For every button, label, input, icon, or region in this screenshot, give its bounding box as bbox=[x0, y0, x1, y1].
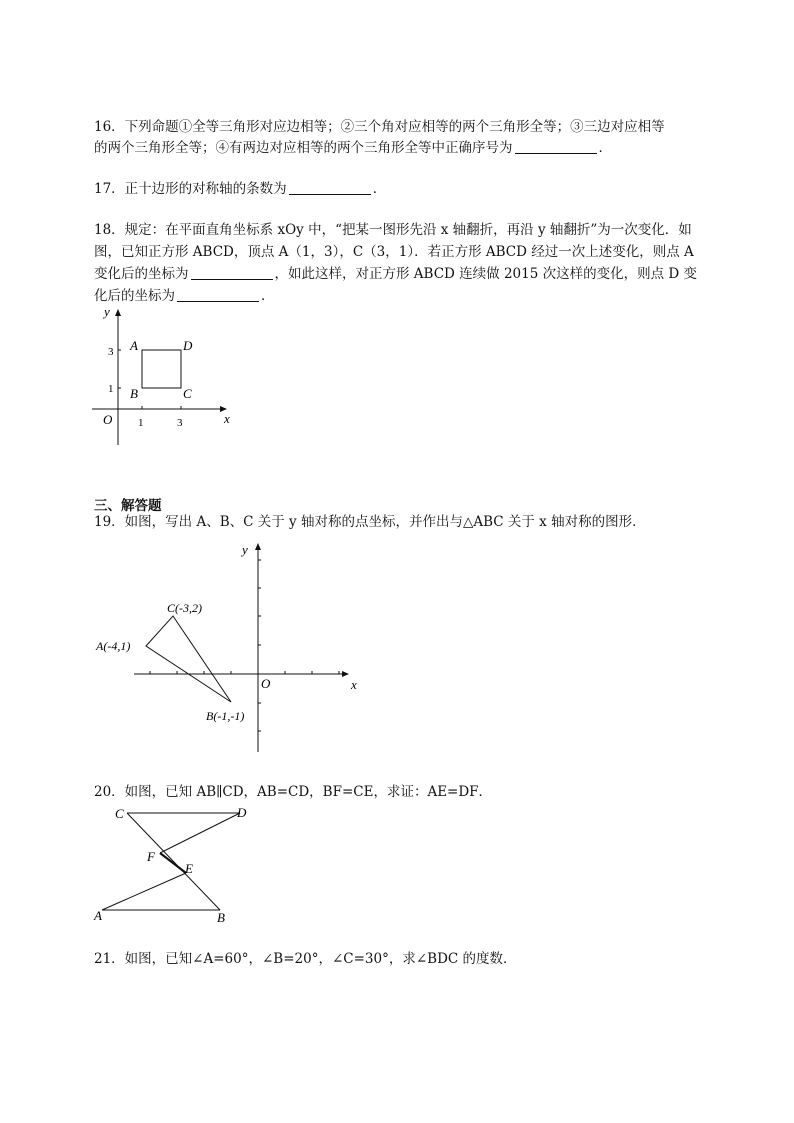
q16-line1: 16．下列命题①全等三角形对应边相等；②三个角对应相等的两个三角形全等；③三边对应相等 bbox=[94, 119, 665, 135]
q18-line1: 18．规定：在平面直角坐标系 xOy 中，“把某一图形先沿 x 轴翻折，再沿 y 轴翻折”为一次变化．如 bbox=[94, 222, 692, 238]
q16-period: ． bbox=[598, 140, 612, 156]
fig18-coordinate-figure bbox=[90, 300, 240, 450]
q18-line2: 图，已知正方形 ABCD，顶点 A（1，3），C（3，1）．若正方形 ABCD 经过一次上述变化，则点 A bbox=[94, 244, 694, 260]
q16-line2-text: 的两个三角形全等；④有两边对应相等的两个三角形全等中正确序号为 bbox=[94, 140, 513, 156]
fig20-segment-ae bbox=[102, 873, 186, 910]
q17-line bbox=[94, 180, 386, 198]
section-heading: 三、解答题 bbox=[94, 498, 162, 514]
q17-period: ． bbox=[372, 181, 387, 197]
q18-line4-text: 化后的坐标为 bbox=[94, 288, 175, 304]
fig20-point-b: B bbox=[217, 910, 225, 925]
q18-line3-text: 变化后的坐标为 bbox=[94, 266, 189, 282]
fig19-x-label: x bbox=[351, 677, 357, 692]
fig19-origin-label: O bbox=[261, 676, 271, 691]
fig19-triangle-abc bbox=[146, 616, 231, 702]
fig18-x-label: x bbox=[224, 411, 230, 426]
q18-answer-blank-1[interactable] bbox=[191, 266, 273, 280]
q20-text: 20．如图，已知 AB∥CD，AB=CD，BF=CE，求证：AE=DF． bbox=[94, 784, 493, 800]
fig18-xtick-3: 3 bbox=[177, 417, 183, 429]
q16-answer-blank[interactable] bbox=[515, 140, 597, 154]
q17-text: 17．正十边形的对称轴的条数为 bbox=[94, 181, 287, 197]
q18-period: ． bbox=[261, 288, 275, 304]
fig19-label-a: A(-4,1) bbox=[96, 639, 131, 653]
fig18-square-abcd bbox=[142, 350, 181, 388]
fig18-point-d: D bbox=[183, 338, 193, 353]
q19-text: 19．如图，写出 A、B、C 关于 y 轴对称的点坐标，并作出与△ABC 关于 x 轴对称的图形． bbox=[94, 514, 646, 530]
fig18-point-c: C bbox=[183, 386, 192, 401]
fig20-geometry-figure bbox=[90, 800, 260, 925]
fig20-segment-cb bbox=[127, 813, 220, 910]
fig18-xtick-1: 1 bbox=[138, 417, 144, 429]
q16-line2 bbox=[94, 139, 612, 157]
fig20-segment-df bbox=[160, 813, 240, 853]
fig20-point-f: F bbox=[147, 849, 155, 864]
q21-text: 21．如图，已知∠A=60°，∠B=20°，∠C=30°，求∠BDC 的度数． bbox=[94, 951, 517, 967]
fig19-label-c: C(-3,2) bbox=[167, 601, 202, 615]
fig20-point-d: D bbox=[237, 805, 247, 820]
q17-answer-blank[interactable] bbox=[289, 181, 371, 195]
fig19-coordinate-figure bbox=[92, 540, 372, 755]
fig19-y-label: y bbox=[242, 542, 248, 557]
q18-line3 bbox=[94, 265, 697, 283]
fig18-y-label: y bbox=[104, 304, 110, 319]
fig18-origin-label: O bbox=[103, 412, 113, 427]
fig18-point-a: A bbox=[130, 338, 138, 353]
fig20-point-e: E bbox=[185, 861, 193, 876]
fig20-point-a: A bbox=[94, 908, 102, 923]
fig20-segment-fe-thick bbox=[160, 853, 186, 873]
fig18-point-b: B bbox=[130, 386, 138, 401]
fig18-ytick-1: 1 bbox=[108, 383, 114, 395]
fig18-ytick-3: 3 bbox=[108, 346, 114, 358]
fig20-point-c: C bbox=[115, 806, 124, 821]
fig19-label-b: B(-1,-1) bbox=[206, 709, 245, 723]
q18-line3-rest: ，如此这样，对正方形 ABCD 连续做 2015 次这样的变化，则点 D 变 bbox=[274, 266, 698, 282]
